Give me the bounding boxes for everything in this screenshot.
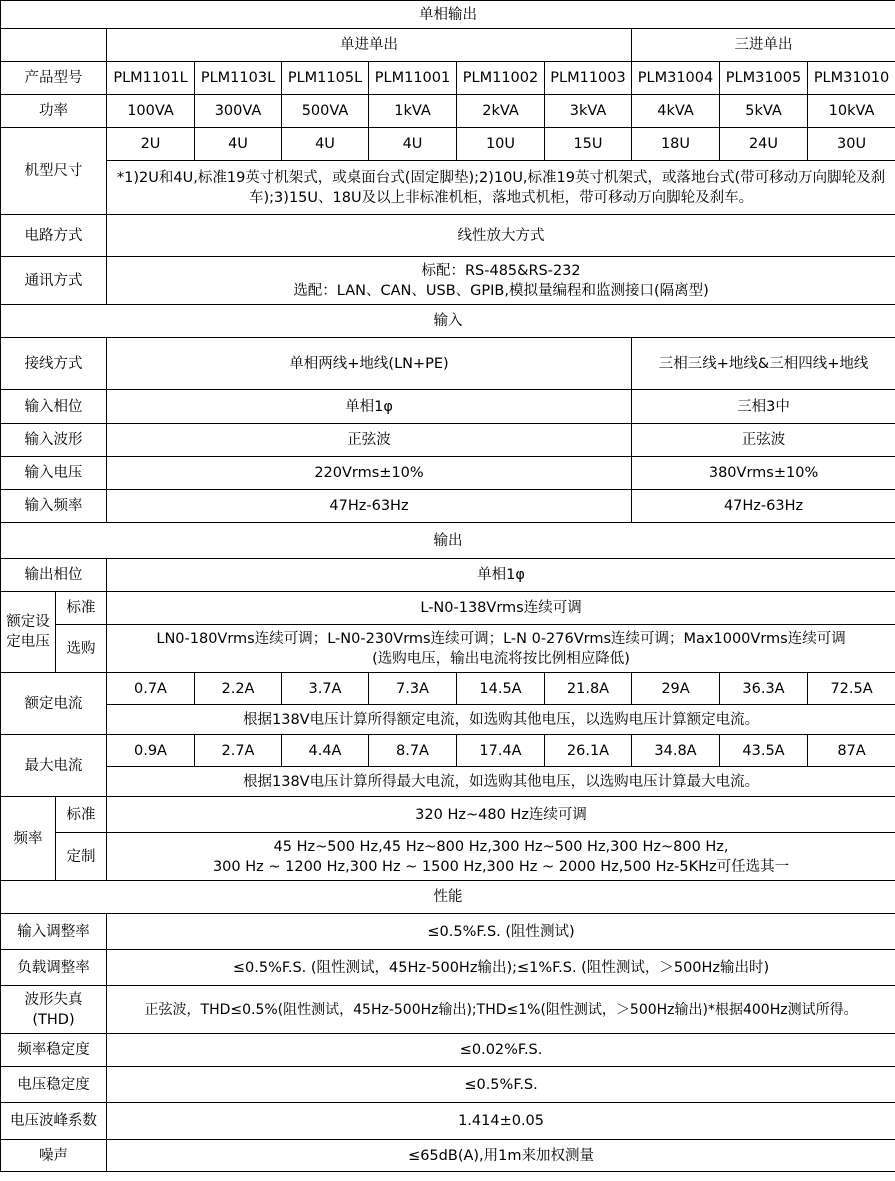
- model-cell: PLM11003: [545, 62, 632, 95]
- rated-current-cell: 7.3A: [369, 673, 457, 705]
- power-cell: 500VA: [282, 95, 369, 128]
- freq-custom-line-1: 45 Hz~500 Hz,45 Hz~800 Hz,300 Hz~500 Hz,300 Hz~800 Hz,: [273, 838, 729, 855]
- max-current-label: 最大电流: [1, 735, 107, 797]
- comm-standard: 标配：RS-485&RS-232: [421, 262, 581, 279]
- rated-voltage-std: L-N0-138Vrms连续可调: [107, 592, 895, 625]
- max-current-cell: 17.4A: [457, 735, 545, 767]
- input-freq-single: 47Hz-63Hz: [107, 490, 632, 523]
- model-cell: PLM31010: [808, 62, 895, 95]
- perf-label: 电压波峰系数: [1, 1103, 107, 1140]
- wiring-label: 接线方式: [1, 338, 107, 390]
- freq-custom-line-2: 300 Hz ~ 1200 Hz,300 Hz ~ 1500 Hz,300 Hz ~ 2000 Hz,500 Hz-5KHz可任选其一: [212, 858, 790, 875]
- rated-current-cell: 0.7A: [107, 673, 195, 705]
- size-cell: 30U: [808, 128, 895, 161]
- max-current-cell: 8.7A: [369, 735, 457, 767]
- model-label: 产品型号: [1, 62, 107, 95]
- model-cell: PLM1103L: [195, 62, 282, 95]
- rated-voltage-opt-line-2: (选购电压，输出电流将按比例相应降低): [372, 650, 630, 667]
- input-wave-single: 正弦波: [107, 424, 632, 457]
- rated-voltage-std-label: 标准: [56, 592, 107, 625]
- size-cell: 4U: [282, 128, 369, 161]
- input-voltage-single: 220Vrms±10%: [107, 457, 632, 490]
- rated-voltage-opt-line-1: LN0-180Vrms连续可调；L-N0-230Vrms连续可调；L-N 0-276Vrms连续可调；Max1000Vrms连续可调: [156, 630, 846, 647]
- rated-voltage-opt-label: 选购: [56, 625, 107, 673]
- rated-current-cell: 72.5A: [808, 673, 895, 705]
- comm-optional: 选配：LAN、CAN、USB、GPIB,模拟量编程和监测接口(隔离型): [293, 282, 709, 299]
- model-cell: PLM11002: [457, 62, 545, 95]
- freq-label: 频率: [1, 797, 56, 881]
- input-phase-label: 输入相位: [1, 390, 107, 424]
- max-current-cell: 2.7A: [195, 735, 282, 767]
- size-label: 机型尺寸: [1, 128, 107, 215]
- perf-value: 1.414±0.05: [107, 1103, 895, 1140]
- comm-label: 通讯方式: [1, 257, 107, 305]
- perf-label: 输入调整率: [1, 914, 107, 950]
- perf-value: ≤0.5%F.S. (阻性测试): [107, 914, 895, 950]
- comm-value: [107, 257, 895, 305]
- max-current-note: 根据138V电压计算所得最大电流，如选购其他电压，以选购电压计算最大电流。: [107, 767, 895, 797]
- power-cell: 1kVA: [369, 95, 457, 128]
- freq-std-label: 标准: [56, 797, 107, 833]
- perf-label: [1, 986, 107, 1034]
- rated-current-note: 根据138V电压计算所得额定电流，如选购其他电压，以选购电压计算额定电流。: [107, 705, 895, 735]
- rated-current-cell: 14.5A: [457, 673, 545, 705]
- rated-current-cell: 29A: [632, 673, 720, 705]
- input-wave-label: 输入波形: [1, 424, 107, 457]
- max-current-cell: 87A: [808, 735, 895, 767]
- input-voltage-label: 输入电压: [1, 457, 107, 490]
- max-current-cell: 34.8A: [632, 735, 720, 767]
- wiring-three: 三相三线+地线&三相四线+地线: [632, 338, 895, 390]
- model-cell: PLM31004: [632, 62, 720, 95]
- input-voltage-three: 380Vrms±10%: [632, 457, 895, 490]
- max-current-cell: 26.1A: [545, 735, 632, 767]
- rated-current-cell: 36.3A: [720, 673, 808, 705]
- freq-custom-label: 定制: [56, 833, 107, 881]
- circuit-value: 线性放大方式: [107, 215, 895, 257]
- model-cell: PLM1105L: [282, 62, 369, 95]
- performance-section-header: 性能: [1, 881, 895, 914]
- power-cell: 2kVA: [457, 95, 545, 128]
- model-cell: PLM31005: [720, 62, 808, 95]
- wiring-single: 单相两线+地线(LN+PE): [107, 338, 632, 390]
- output-phase-label: 输出相位: [1, 559, 107, 592]
- rated-voltage-opt: [107, 625, 895, 673]
- input-phase-single: 单相1φ: [107, 390, 632, 424]
- perf-value: ≤65dB(A),用1m来加权测量: [107, 1140, 895, 1172]
- perf-label-line-2: (THD): [32, 1011, 75, 1028]
- input-wave-three: 正弦波: [632, 424, 895, 457]
- rated-current-label: 额定电流: [1, 673, 107, 735]
- perf-label: 频率稳定度: [1, 1034, 107, 1067]
- size-cell: 15U: [545, 128, 632, 161]
- perf-value: ≤0.5%F.S. (阻性测试，45Hz-500Hz输出);≤1%F.S. (阻性测试，＞500Hz输出时): [107, 950, 895, 986]
- max-current-cell: 4.4A: [282, 735, 369, 767]
- power-cell: 4kVA: [632, 95, 720, 128]
- power-cell: 3kVA: [545, 95, 632, 128]
- model-cell: PLM11001: [369, 62, 457, 95]
- power-cell: 5kVA: [720, 95, 808, 128]
- rated-current-cell: 2.2A: [195, 673, 282, 705]
- perf-value: ≤0.5%F.S.: [107, 1067, 895, 1103]
- blank-corner: [1, 29, 107, 62]
- size-cell: 4U: [195, 128, 282, 161]
- size-cell: 10U: [457, 128, 545, 161]
- size-cell: 2U: [107, 128, 195, 161]
- size-cell: 18U: [632, 128, 720, 161]
- max-current-cell: 43.5A: [720, 735, 808, 767]
- perf-value: ≤0.02%F.S.: [107, 1034, 895, 1067]
- rated-current-cell: 3.7A: [282, 673, 369, 705]
- input-freq-three: 47Hz-63Hz: [632, 490, 895, 523]
- size-note: *1)2U和4U,标准19英寸机架式，或桌面台式(固定脚垫);2)10U,标准19英寸机架式，或落地台式(带可移动万向脚轮及刹车);3)15U、18U及以上非标准机柜，落地式机柜，带可移动万向脚轮及刹车。: [107, 161, 895, 215]
- table-title: 单相输出: [1, 1, 895, 29]
- perf-label-line-1: 波形失真: [24, 991, 83, 1008]
- size-cell: 24U: [720, 128, 808, 161]
- max-current-cell: 0.9A: [107, 735, 195, 767]
- perf-value: 正弦波，THD≤0.5%(阻性测试，45Hz-500Hz输出);THD≤1%(阻性测试，＞500Hz输出)*根据400Hz测试所得。: [107, 986, 895, 1034]
- output-section-header: 输出: [1, 523, 895, 559]
- rated-voltage-label: 额定设定电压: [1, 592, 56, 673]
- power-cell: 300VA: [195, 95, 282, 128]
- group-single-in: 单进单出: [107, 29, 632, 62]
- input-freq-label: 输入频率: [1, 490, 107, 523]
- output-phase-value: 单相1φ: [107, 559, 895, 592]
- power-label: 功率: [1, 95, 107, 128]
- freq-custom-value: [107, 833, 895, 881]
- power-cell: 10kVA: [808, 95, 895, 128]
- size-cell: 4U: [369, 128, 457, 161]
- model-cell: PLM1101L: [107, 62, 195, 95]
- input-phase-three: 三相3中: [632, 390, 895, 424]
- perf-label: 电压稳定度: [1, 1067, 107, 1103]
- power-cell: 100VA: [107, 95, 195, 128]
- input-section-header: 输入: [1, 305, 895, 338]
- freq-std-value: 320 Hz~480 Hz连续可调: [107, 797, 895, 833]
- perf-label: 噪声: [1, 1140, 107, 1172]
- rated-current-cell: 21.8A: [545, 673, 632, 705]
- group-three-in: 三进单出: [632, 29, 895, 62]
- perf-label: 负载调整率: [1, 950, 107, 986]
- circuit-label: 电路方式: [1, 215, 107, 257]
